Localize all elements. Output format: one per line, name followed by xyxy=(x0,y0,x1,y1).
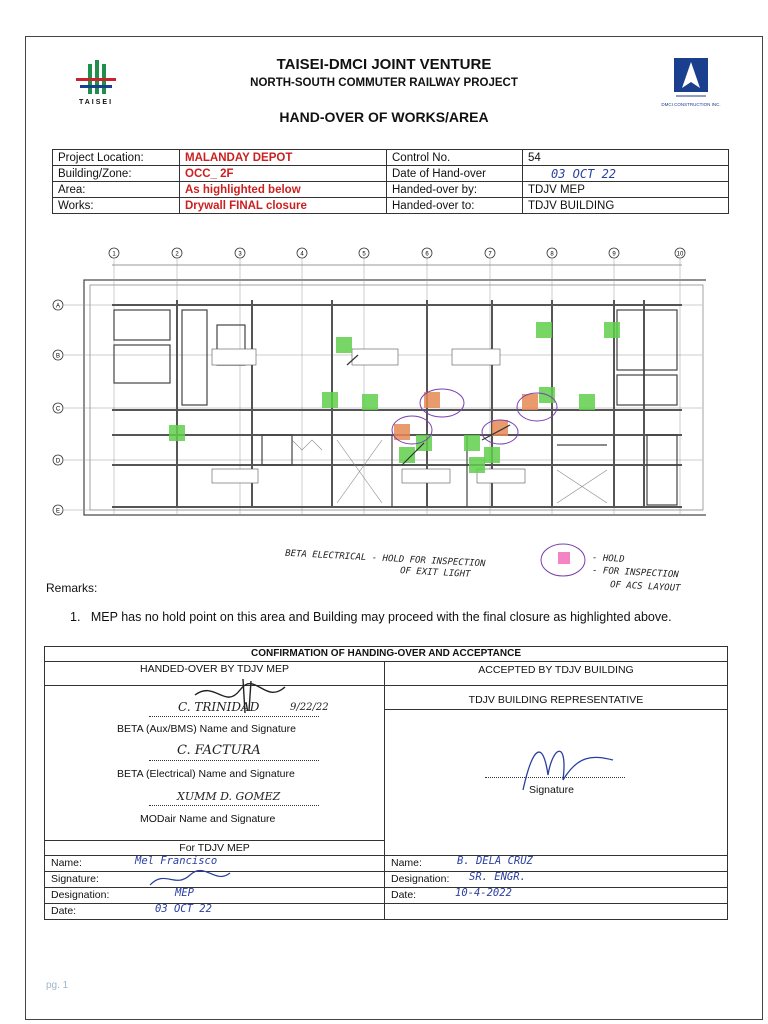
grid-bubble-label: 9 xyxy=(612,251,616,258)
handed-over-to-value: TDJV BUILDING xyxy=(523,198,729,214)
signature-2-name: C. FACTURA xyxy=(177,743,261,758)
document-title: HAND-OVER OF WORKS/AREA xyxy=(279,109,489,125)
right-signature-label: Signature xyxy=(529,784,574,796)
area-label: Area: xyxy=(53,182,180,198)
highlight-marker xyxy=(469,457,485,473)
row-bubble-label: E xyxy=(55,508,61,515)
right-date-label: Date: xyxy=(391,889,417,901)
row-bubble-label: C xyxy=(55,406,61,413)
handed-over-by-label: Handed-over by: xyxy=(387,182,523,198)
taisei-logo-text: TAISEI xyxy=(78,99,114,106)
grid-bubble-label: 1 xyxy=(112,251,116,258)
handed-over-by-value: TDJV MEP xyxy=(523,182,729,198)
handwritten-note: OF EXIT LIGHT xyxy=(399,566,471,580)
date-handover-label: Date of Hand-over xyxy=(387,166,523,182)
signature-2-label: BETA (Electrical) Name and Signature xyxy=(117,768,295,780)
works-value: Drywall FINAL closure xyxy=(180,198,387,214)
highlight-marker xyxy=(169,425,185,441)
left-designation-label: Designation: xyxy=(51,889,110,901)
for-tdjv-mep-label: For TDJV MEP xyxy=(179,842,250,854)
dmci-logo-text: DMCI CONSTRUCTION INC. xyxy=(661,102,721,107)
control-no-label: Control No. xyxy=(387,150,523,166)
confirmation-section xyxy=(44,646,728,920)
left-header: HANDED-OVER BY TDJV MEP xyxy=(140,663,289,675)
plan-walls xyxy=(112,300,682,507)
info-row xyxy=(53,198,729,214)
info-row xyxy=(53,182,729,198)
right-date-value: 10-4-2022 xyxy=(455,887,512,899)
grid-bubble-label: 3 xyxy=(238,251,242,258)
highlight-marker xyxy=(424,392,440,408)
row-bubble-label: B xyxy=(55,353,61,360)
info-row xyxy=(53,166,729,182)
row-labels xyxy=(53,300,63,515)
signature-1-name: C. TRINIDAD xyxy=(178,700,260,714)
date-handover-value: 03 OCT 22 xyxy=(523,166,729,182)
project-title: NORTH-SOUTH COMMUTER RAILWAY PROJECT xyxy=(250,77,518,89)
grid-bubble-label: 5 xyxy=(362,251,366,258)
info-table xyxy=(52,149,729,214)
area-value: As highlighted below xyxy=(180,182,387,198)
building-zone-value: OCC_ 2F xyxy=(180,166,387,182)
highlight-marker xyxy=(464,435,480,451)
highlight-marker xyxy=(336,337,352,353)
right-header: ACCEPTED BY TDJV BUILDING xyxy=(478,664,634,676)
signature-3-label: MODair Name and Signature xyxy=(140,813,276,825)
control-no-value: 54 xyxy=(523,150,729,166)
remark-item xyxy=(70,610,672,624)
page-number: pg. 1 xyxy=(46,980,69,991)
left-designation-value: MEP xyxy=(175,887,194,899)
highlight-marker xyxy=(362,394,378,410)
project-location-label: Project Location: xyxy=(53,150,180,166)
right-name-label: Name: xyxy=(391,857,422,869)
highlight-marker xyxy=(579,394,595,410)
signature-3-name: XUMM D. GOMEZ xyxy=(177,790,281,803)
left-date-value: 03 OCT 22 xyxy=(155,903,212,915)
grid-bubble-label: 2 xyxy=(175,251,179,258)
grid-bubble-label: 10 xyxy=(676,251,684,258)
grid-bubble-label: 4 xyxy=(300,251,304,258)
handed-over-to-label: Handed-over to: xyxy=(387,198,523,214)
highlight-marker xyxy=(604,322,620,338)
floor-plan-drawing xyxy=(52,245,706,530)
left-signature-label: Signature: xyxy=(51,873,99,885)
signature-1-date: 9/22/22 xyxy=(290,702,329,713)
right-name-value: B. DELA CRUZ xyxy=(457,855,533,867)
highlight-marker xyxy=(394,424,410,440)
project-location-value: MALANDAY DEPOT xyxy=(180,150,387,166)
grid-bubble-label: 7 xyxy=(488,251,492,258)
remark-text: MEP has no hold point on this area and Building may proceed with the final closure as highlighted above. xyxy=(90,610,672,624)
row-bubble-label: D xyxy=(55,458,61,465)
handwritten-note: - HOLD xyxy=(591,553,625,565)
left-name-value: Mel Francisco xyxy=(135,855,218,867)
remark-number: 1. xyxy=(70,610,81,624)
signature-1-label: BETA (Aux/BMS) Name and Signature xyxy=(117,723,296,735)
highlight-marker xyxy=(536,322,552,338)
right-signature-line xyxy=(485,777,625,778)
revision-cloud-icon xyxy=(538,540,588,580)
grid-bubble-label: 8 xyxy=(550,251,554,258)
row-bubble-label: A xyxy=(55,303,61,310)
highlight-marker xyxy=(484,447,500,463)
grid-labels xyxy=(109,248,685,258)
signature-3-line xyxy=(149,805,319,806)
left-name-label: Name: xyxy=(51,857,82,869)
remarks-label: Remarks: xyxy=(46,581,98,595)
right-designation-label: Designation: xyxy=(391,873,450,885)
right-subheader: TDJV BUILDING REPRESENTATIVE xyxy=(468,694,644,706)
handwritten-note: - FOR INSPECTION xyxy=(591,565,679,581)
building-zone-label: Building/Zone: xyxy=(53,166,180,182)
signature-2-line xyxy=(149,760,319,761)
left-date-label: Date: xyxy=(51,905,77,917)
right-designation-value: SR. ENGR. xyxy=(469,871,526,883)
company-title: TAISEI-DMCI JOINT VENTURE xyxy=(276,56,492,73)
handwritten-note: BETA ELECTRICAL - HOLD FOR INSPECTION xyxy=(284,548,486,570)
confirmation-title: CONFIRMATION OF HANDING-OVER AND ACCEPTANCE xyxy=(251,648,521,659)
info-row xyxy=(53,150,729,166)
grid-bubble-label: 6 xyxy=(425,251,429,258)
works-label: Works: xyxy=(53,198,180,214)
highlight-marker xyxy=(322,392,338,408)
handwritten-note: OF ACS LAYOUT xyxy=(609,580,681,594)
signature-1-line xyxy=(149,716,319,717)
